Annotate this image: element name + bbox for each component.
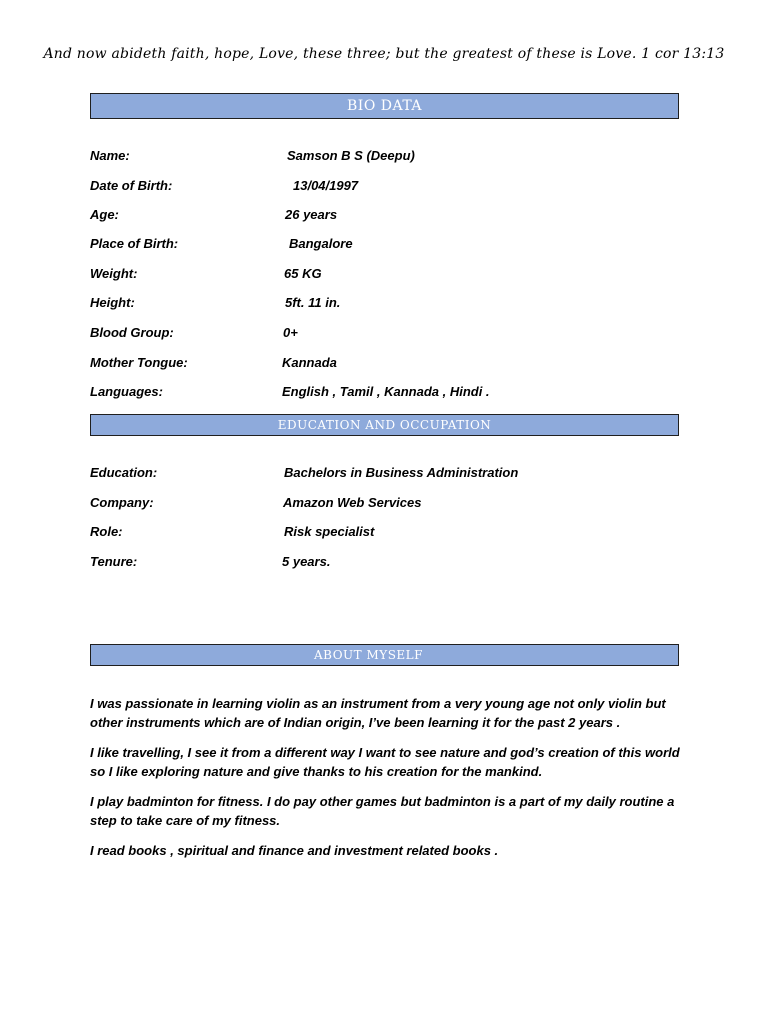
bio-row-mother-tongue (90, 353, 690, 373)
bio-row-weight (90, 264, 690, 284)
edu-row-company (90, 493, 690, 513)
field-value: Risk specialist (284, 524, 375, 539)
field-label: Mother Tongue: (90, 355, 188, 370)
about-paragraph: I read books , spiritual and finance and investment related books . (90, 843, 499, 858)
bio-row-date-of-birth (90, 176, 690, 196)
field-value: 26 years (285, 207, 338, 222)
edu-row-role (90, 522, 690, 542)
field-label: Tenure: (90, 554, 138, 569)
section-title: BIO DATA (347, 98, 422, 114)
about-paragraph: I play badminton for fitness. I do pay other games but badminton is a part of my daily routine a step to take care of my fitness. (90, 794, 675, 828)
about-paragraph: I like travelling, I see it from a different way I want to see nature and god’s creation of this world so I like exploring nature and give thanks to his creation for the mankind. (90, 745, 680, 779)
edu-row-education (90, 463, 690, 483)
bio-row-blood-group (90, 323, 690, 343)
bio-row-age (90, 205, 690, 225)
field-value: 0+ (283, 325, 298, 340)
field-value: Bangalore (289, 236, 353, 251)
bio-row-place-of-birth (90, 234, 690, 254)
field-value: Samson B S (Deepu) (287, 148, 415, 163)
section-header-about-myself (90, 644, 679, 666)
field-label: Date of Birth: (90, 178, 173, 193)
field-label: Age: (90, 207, 119, 222)
field-value: 5 years. (282, 554, 331, 569)
bio-row-height (90, 293, 690, 313)
section-title: ABOUT MYSELF (314, 648, 423, 662)
field-value: Kannada (282, 355, 337, 370)
bible-verse: And now abideth faith, hope, Love, these three; but the greatest of these is Love. 1 cor 13:13 (43, 46, 725, 62)
field-value: Amazon Web Services (283, 495, 422, 510)
field-value: English , Tamil , Kannada , Hindi . (282, 384, 490, 399)
field-value: 13/04/1997 (293, 178, 359, 193)
field-label: Company: (90, 495, 154, 510)
field-label: Education: (90, 465, 158, 480)
field-value: Bachelors in Business Administration (284, 465, 519, 480)
section-header-education (90, 414, 679, 436)
field-label: Place of Birth: (90, 236, 179, 251)
field-label: Blood Group: (90, 325, 174, 340)
field-label: Languages: (90, 384, 163, 399)
section-title: EDUCATION AND OCCUPATION (277, 418, 492, 432)
field-value: 65 KG (284, 266, 322, 281)
field-label: Height: (90, 295, 135, 310)
section-header-bio-data (90, 93, 679, 119)
bio-row-languages (90, 382, 690, 402)
field-label: Weight: (90, 266, 138, 281)
edu-row-tenure (90, 552, 690, 572)
field-label: Name: (90, 148, 130, 163)
field-label: Role: (90, 524, 123, 539)
field-value: 5ft. 11 in. (285, 295, 341, 310)
bio-row-name (90, 146, 690, 166)
about-paragraph: I was passionate in learning violin as an instrument from a very young age not only violin but other instruments which are of Indian origin, I’ve been learning it for the past 2 years . (90, 696, 666, 730)
